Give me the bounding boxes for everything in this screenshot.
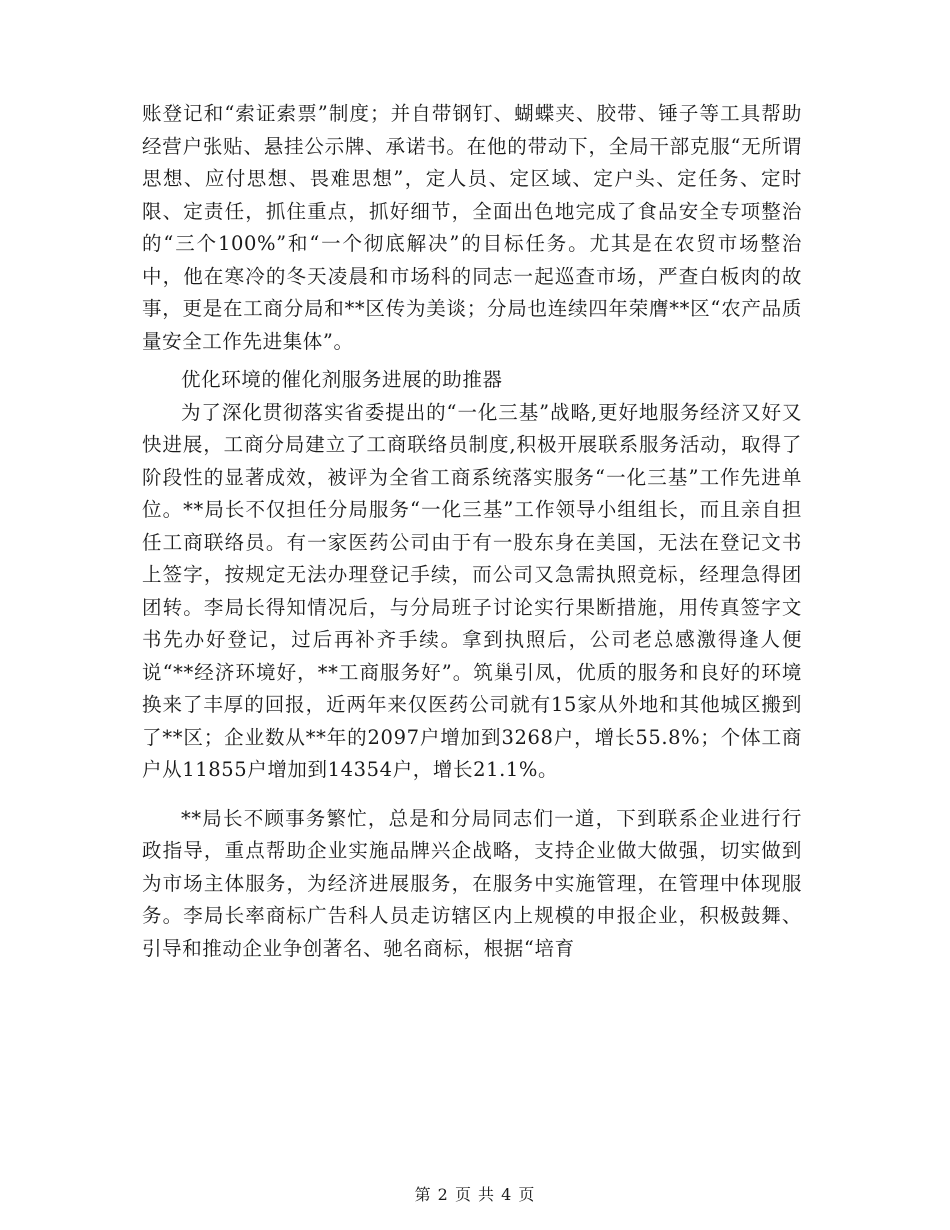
paragraph-food-safety: 账登记和“索证索票”制度；并自带钢钉、蝴蝶夹、胶带、锤子等工具帮助经营户张贴、悬挂公示牌、承诺书。在他的带动下，全局干部克服“无所谓思想、应付思想、畏难思想”，定人员、定区域、定户头、定任务、定时限、定责任，抓住重点，抓好细节，全面出色地完成了食品安全专项整治的“三个100%”和“一个彻底解决”的目标任务。尤其是在农贸市场整治中，他在寒冷的冬天凌晨和市场科的同志一起巡查市场，严查白板肉的故事，更是在工商分局和**区传为美谈；分局也连续四年荣膺**区“农产品质量安全工作先进集体”。: [142, 102, 802, 353]
document-body: [142, 98, 802, 965]
section-heading: 优化环境的催化剂服务进展的助推器: [181, 368, 503, 391]
paragraph-service: 为了深化贯彻落实省委提出的“一化三基”战略,更好地服务经济又好又快进展，工商分局建立了工商联络员制度,积极开展联系服务活动，取得了阶段性的显著成效，被评为全省工商系统落实服务“一化三基”工作先进单位。**局长不仅担任分局服务“一化三基”工作领导小组组长，而且亲自担任工商联络员。有一家医药公司由于有一股东身在美国，无法在登记文书上签字，按规定无法办理登记手续，而公司又急需执照竞标，经理急得团团转。李局长得知情况后，与分局班子讨论实行果断措施，用传真签字文书先办好登记，过后再补齐手续。拿到执照后，公司老总感激得逢人便说“**经济环境好，**工商服务好”。筑巢引凤，优质的服务和良好的环境换来了丰厚的回报，近两年来仅医药公司就有15家从外地和其他城区搬到了**区；企业数从**年的2097户增加到3268户，增长55.8%；个体工商户从11855户增加到14354户，增长21.1%。: [142, 400, 802, 781]
paragraph-brand-strategy: **局长不顾事务繁忙，总是和分局同志们一道，下到联系企业进行行政指导，重点帮助企业实施品牌兴企战略，支持企业做大做强，切实做到为市场主体服务，为经济进展服务，在服务中实施管理，在管理中体现服务。李局长率商标广告科人员走访辖区内上规模的申报企业，积极鼓舞、引导和推动企业争创著名、驰名商标，根据“培育: [142, 806, 802, 960]
page-number-footer: 第 2 页 共 4 页: [414, 1185, 536, 1204]
